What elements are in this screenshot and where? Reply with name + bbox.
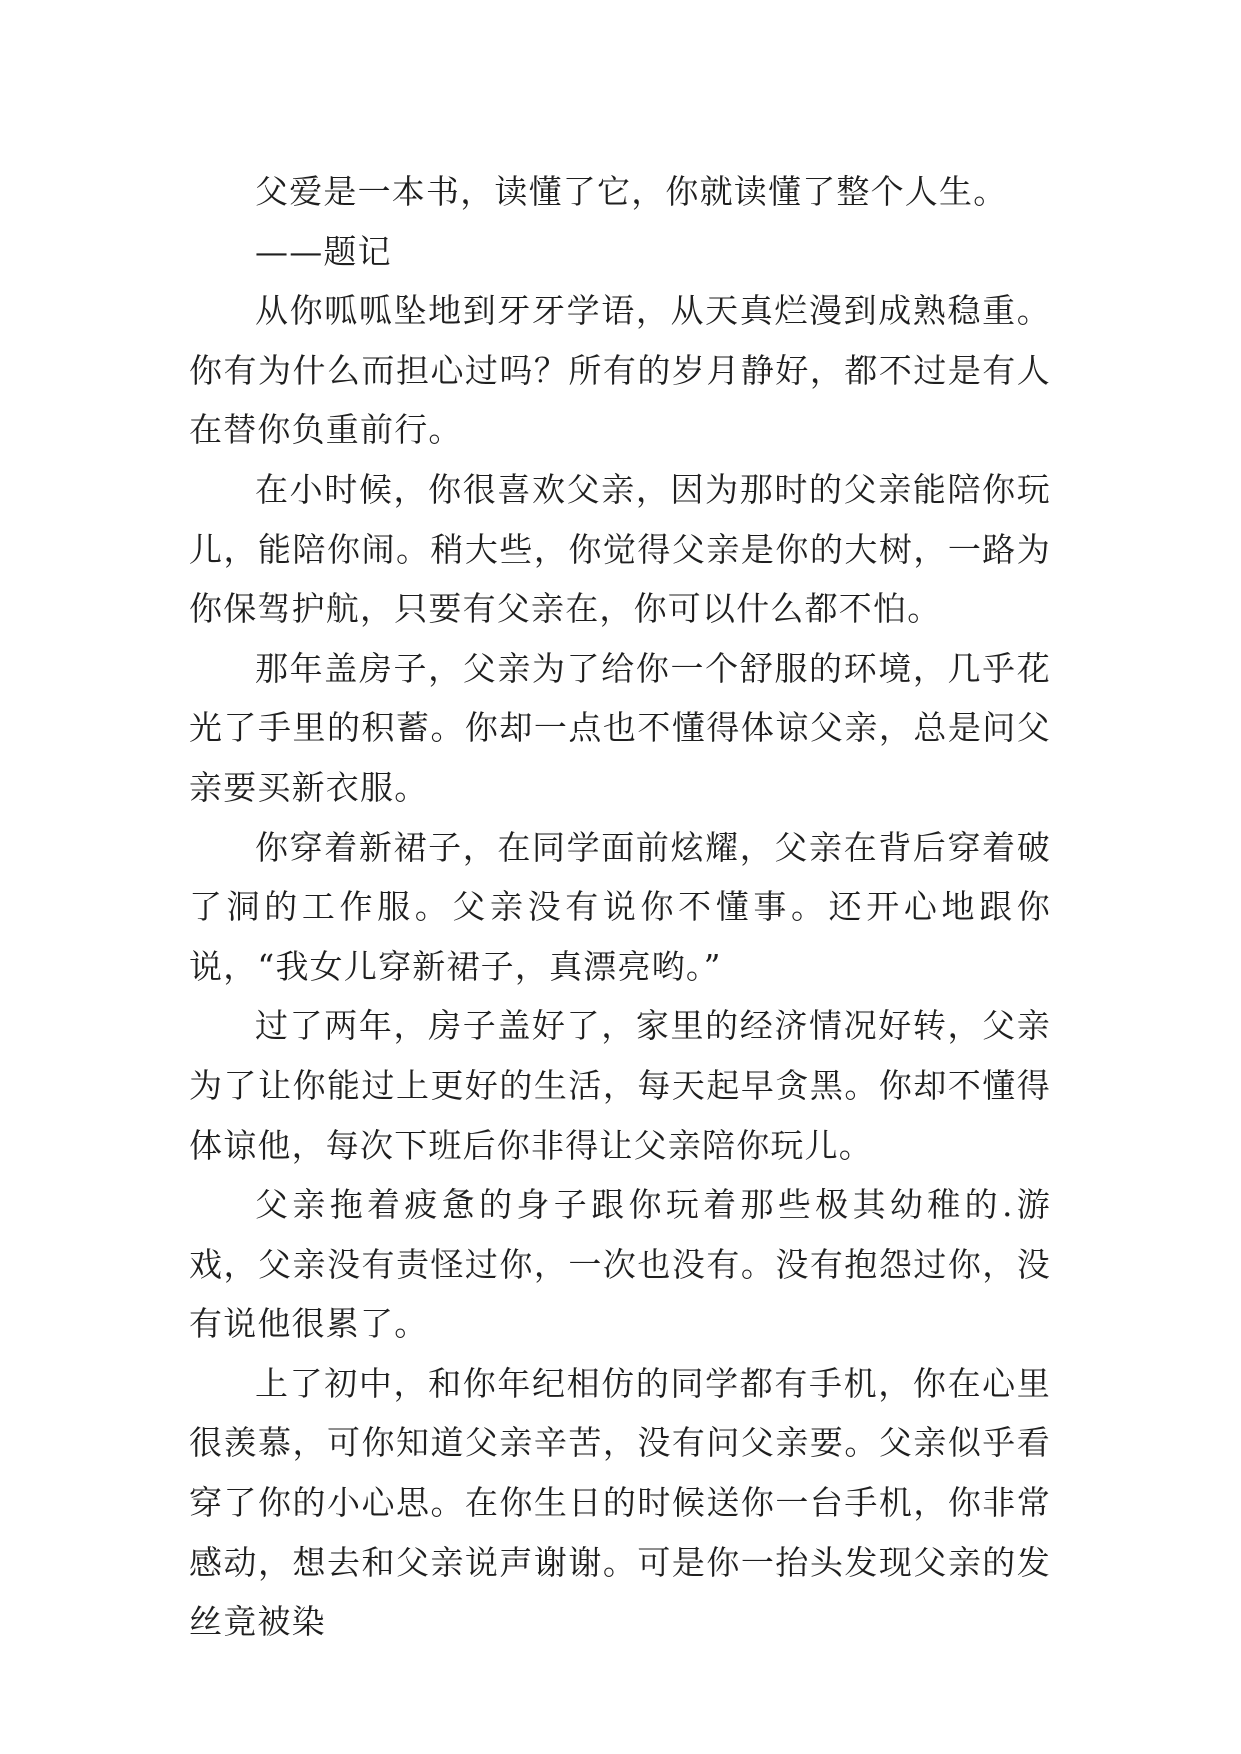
body-paragraph: 你穿着新裙子，在同学面前炫耀，父亲在背后穿着破了洞的工作服。父亲没有说你不懂事。还开心地跟你说，“我女儿穿新裙子，真漂亮哟。” [189,827,1051,986]
epigraph: 父爱是一本书，读懂了它，你就读懂了整个人生。 [255,172,1008,211]
body-paragraph: 在小时候，你很喜欢父亲，因为那时的父亲能陪你玩儿，能陪你闹。稍大些，你觉得父亲是你的大树，一路为你保驾护航，只要有父亲在，你可以什么都不怕。 [189,469,1051,629]
body-paragraph: 上了初中，和你年纪相仿的同学都有手机，你在心里很羡慕，可你知道父亲辛苦，没有问父亲要。父亲似乎看穿了你的小心思。在你生日的时候送你一台手机，你非常感动，想去和父亲说声谢谢。可是你一抬头发现父亲的发丝竟被染 [189,1363,1051,1642]
epigraph-attribution: ——题记 [255,231,392,271]
body-paragraph: 父亲拖着疲惫的身子跟你玩着那些极其幼稚的.游戏，父亲没有责怪过你，一次也没有。没有抱怨过你，没有说他很累了。 [189,1185,1051,1344]
body-paragraph: 那年盖房子，父亲为了给你一个舒服的环境，几乎花光了手里的积蓄。你却一点也不懂得体谅父亲，总是问父亲要买新衣服。 [189,648,1051,807]
body-paragraph: 过了两年，房子盖好了，家里的经济情况好转，父亲为了让你能过上更好的生活，每天起早贪黑。你却不懂得体谅他，每次下班后你非得让父亲陪你玩儿。 [189,1006,1051,1165]
document-body [189,162,1051,1652]
body-paragraph: 从你呱呱坠地到牙牙学语，从天真烂漫到成熟稳重。你有为什么而担心过吗？所有的岁月静好，都不过是有人在替你负重前行。 [189,291,1051,450]
